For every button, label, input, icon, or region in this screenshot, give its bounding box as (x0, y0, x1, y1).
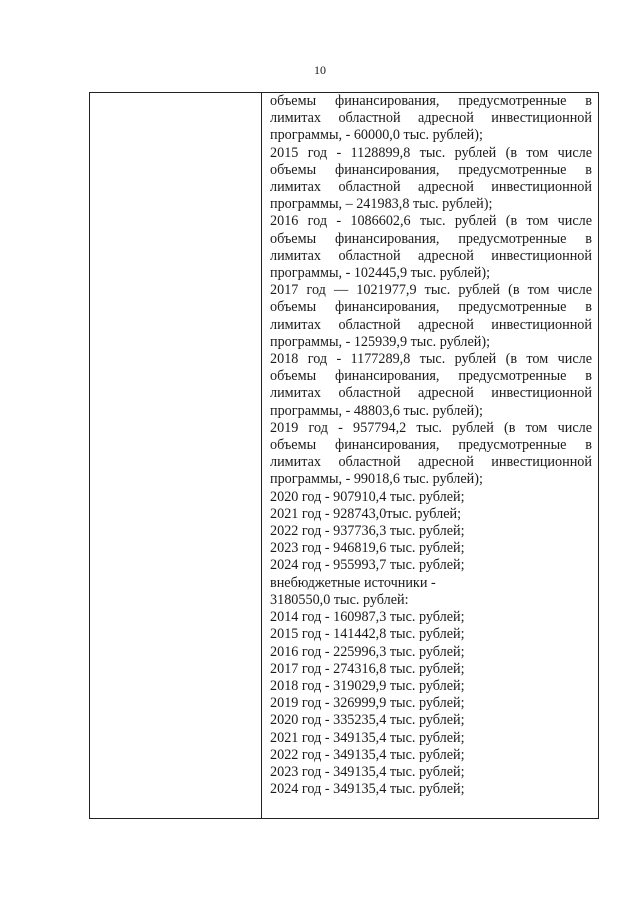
text-line: 2020 год - 335235,4 тыс. рублей; (270, 712, 465, 729)
text-line: объемы финансирования, предусмотренные в (270, 368, 592, 385)
text-line: программы, - 102445,9 тыс. рублей); (270, 265, 491, 282)
text-line: 2018 год - 1177289,8 тыс. рублей (в том числе (270, 351, 592, 368)
passport-table (89, 92, 599, 819)
text-line: программы, - 99018,6 тыс. рублей); (270, 471, 483, 488)
text-line: 2024 год - 955993,7 тыс. рублей; (270, 557, 465, 574)
text-line: 2020 год - 907910,4 тыс. рублей; (270, 488, 465, 505)
text-line: 2019 год - 957794,2 тыс. рублей (в том числе (270, 419, 592, 436)
text-line: 2023 год - 349135,4 тыс. рублей; (270, 763, 465, 780)
text-line: объемы финансирования, предусмотренные в (270, 230, 592, 247)
text-line: 2015 год - 141442,8 тыс. рублей; (270, 626, 465, 643)
text-line: 2017 год — 1021977,9 тыс. рублей (в том числе (270, 282, 592, 299)
text-line: 2022 год - 349135,4 тыс. рублей; (270, 746, 465, 763)
text-line: 2016 год - 1086602,6 тыс. рублей (в том числе (270, 213, 592, 230)
text-line: 2023 год - 946819,6 тыс. рублей; (270, 540, 465, 557)
text-line: лимитах областной адресной инвестиционной (270, 247, 592, 264)
text-line: 3180550,0 тыс. рублей: (270, 591, 409, 608)
table-left-column (90, 93, 262, 818)
text-line: объемы финансирования, предусмотренные в (270, 93, 592, 109)
text-line: 2016 год - 225996,3 тыс. рублей; (270, 643, 465, 660)
text-line: объемы финансирования, предусмотренные в (270, 437, 592, 454)
text-line: 2019 год - 326999,9 тыс. рублей; (270, 695, 465, 712)
text-line: объемы финансирования, предусмотренные в (270, 161, 592, 178)
text-line: программы, - 125939,9 тыс. рублей); (270, 333, 491, 350)
page-number: 10 (314, 63, 326, 77)
text-line: лимитах областной адресной инвестиционной (270, 385, 592, 402)
text-line: лимитах областной адресной инвестиционной (270, 316, 592, 333)
text-line: 2024 год - 349135,4 тыс. рублей; (270, 781, 465, 798)
text-line: 2021 год - 928743,0тыс. рублей; (270, 505, 462, 522)
text-line: лимитах областной адресной инвестиционной (270, 110, 592, 127)
table-right-column (270, 93, 592, 798)
text-line: 2022 год - 937736,3 тыс. рублей; (270, 523, 465, 540)
text-line: внебюджетные источники - (270, 574, 436, 591)
text-line: 2014 год - 160987,3 тыс. рублей; (270, 609, 465, 626)
text-line: 2021 год - 349135,4 тыс. рублей; (270, 729, 465, 746)
text-line: программы, - 60000,0 тыс. рублей); (270, 127, 483, 144)
text-line: программы, – 241983,8 тыс. рублей); (270, 196, 493, 213)
text-line: программы, - 48803,6 тыс. рублей); (270, 402, 483, 419)
text-line: 2017 год - 274316,8 тыс. рублей; (270, 660, 465, 677)
text-line: 2018 год - 319029,9 тыс. рублей; (270, 677, 465, 694)
text-line: объемы финансирования, предусмотренные в (270, 299, 592, 316)
text-line: 2015 год - 1128899,8 тыс. рублей (в том числе (270, 144, 592, 161)
text-line: лимитах областной адресной инвестиционной (270, 179, 592, 196)
text-line: лимитах областной адресной инвестиционной (270, 454, 592, 471)
